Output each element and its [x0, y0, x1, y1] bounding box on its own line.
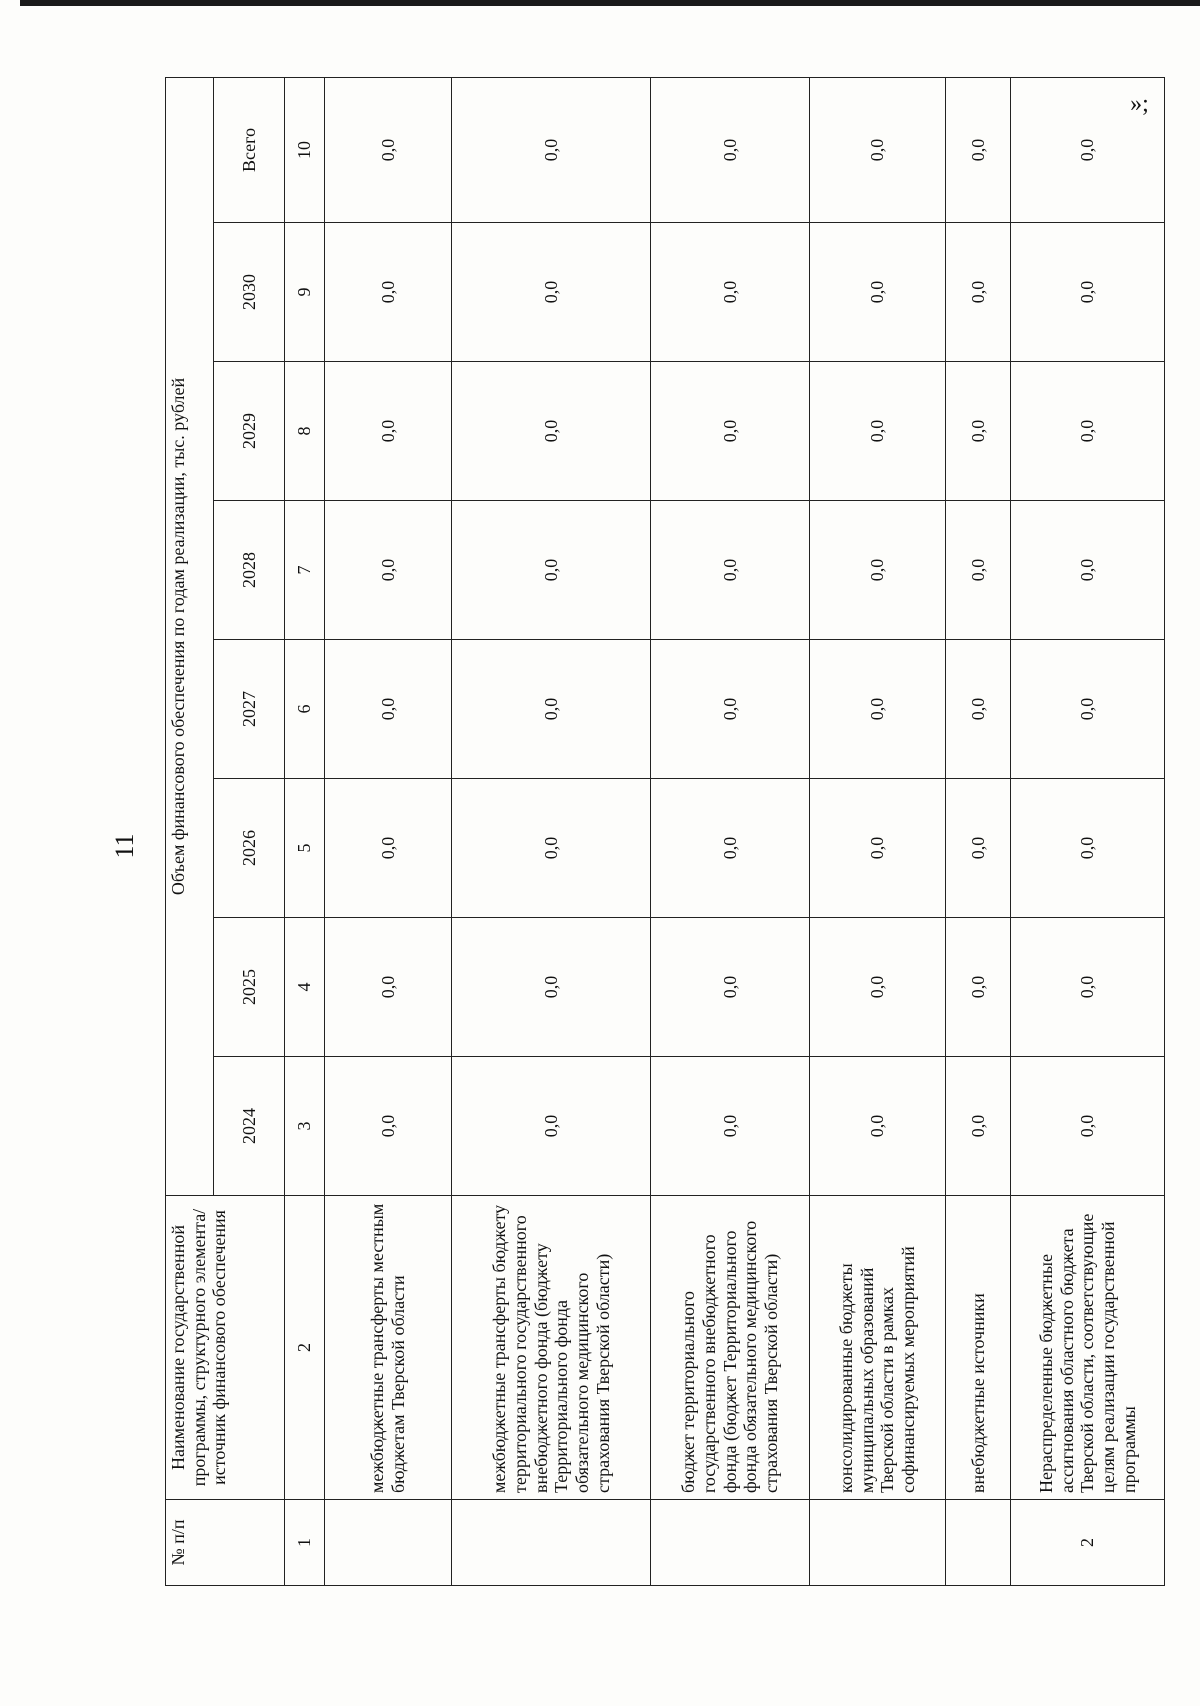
table-row [945, 77, 1010, 1585]
row-value: 0,0 [452, 918, 651, 1057]
header-row-1 [166, 77, 214, 1585]
row-value: 0,0 [324, 1057, 452, 1196]
table-row [452, 77, 651, 1585]
row-value: 0,0 [324, 918, 452, 1057]
column-number: 4 [285, 918, 325, 1057]
row-value: 0,0 [945, 362, 1010, 501]
page-number: 11 [110, 833, 139, 859]
row-value: 0,0 [650, 640, 809, 779]
header-year: 2029 [214, 362, 285, 501]
table-row [1011, 77, 1165, 1585]
header-year: 2026 [214, 779, 285, 918]
header-num: № п/п [166, 1500, 285, 1586]
row-value: 0,0 [809, 223, 945, 362]
row-name: бюджет территориального государственного внебюджетного фонда (бюджет Территориального фонда обязательного медицинского страхования Тверской области) [650, 1196, 809, 1500]
row-name: внебюджетные источники [945, 1196, 1010, 1500]
header-name: Наименование государственной программы, структурного элемента/источник финансового обеспечения [166, 1196, 285, 1500]
row-value: 0,0 [945, 223, 1010, 362]
row-num: 2 [1011, 1500, 1165, 1586]
row-value: 0,0 [945, 640, 1010, 779]
row-value: 0,0 [324, 362, 452, 501]
row-total: 0,0 [1011, 77, 1165, 222]
row-value: 0,0 [650, 918, 809, 1057]
row-value: 0,0 [945, 779, 1010, 918]
row-value: 0,0 [1011, 223, 1165, 362]
column-number: 5 [285, 779, 325, 918]
row-value: 0,0 [452, 362, 651, 501]
row-value: 0,0 [809, 918, 945, 1057]
row-total: 0,0 [809, 77, 945, 222]
row-value: 0,0 [1011, 1057, 1165, 1196]
table-row [809, 77, 945, 1585]
row-name: межбюджетные трансферты бюджету территориального государственного внебюджетного фонда (бюджету Территориального фонда обязательного медицинского страхования Тверской области) [452, 1196, 651, 1500]
column-number: 1 [285, 1500, 325, 1586]
row-value: 0,0 [324, 223, 452, 362]
row-total: 0,0 [945, 77, 1010, 222]
column-number-row [285, 77, 325, 1585]
row-value: 0,0 [650, 362, 809, 501]
column-number: 6 [285, 640, 325, 779]
column-number: 2 [285, 1196, 325, 1500]
row-num [650, 1500, 809, 1586]
row-value: 0,0 [324, 501, 452, 640]
row-value: 0,0 [809, 501, 945, 640]
row-value: 0,0 [1011, 918, 1165, 1057]
row-value: 0,0 [945, 1057, 1010, 1196]
row-value: 0,0 [809, 362, 945, 501]
column-number: 3 [285, 1057, 325, 1196]
financing-table [165, 77, 1165, 1586]
row-value: 0,0 [1011, 779, 1165, 918]
header-year: 2025 [214, 918, 285, 1057]
row-value: 0,0 [650, 1057, 809, 1196]
row-name: Нераспределенные бюджетные ассигнования областного бюджета Тверской области, соответствующие целям реализации государственной программы [1011, 1196, 1165, 1500]
row-value: 0,0 [324, 779, 452, 918]
header-total: Всего [214, 77, 285, 222]
row-value: 0,0 [809, 1057, 945, 1196]
row-value: 0,0 [452, 223, 651, 362]
row-value: 0,0 [650, 779, 809, 918]
table-row [650, 77, 809, 1585]
column-number: 8 [285, 362, 325, 501]
column-number: 7 [285, 501, 325, 640]
row-value: 0,0 [452, 501, 651, 640]
row-name: межбюджетные трансферты местным бюджетам Тверской области [324, 1196, 452, 1500]
row-name: консолидированные бюджеты муниципальных образований Тверской области в рамках софинансируемых мероприятий [809, 1196, 945, 1500]
row-num [945, 1500, 1010, 1586]
header-year: 2024 [214, 1057, 285, 1196]
row-value: 0,0 [1011, 362, 1165, 501]
header-year: 2030 [214, 223, 285, 362]
row-value: 0,0 [650, 501, 809, 640]
header-year: 2028 [214, 501, 285, 640]
row-num [324, 1500, 452, 1586]
row-value: 0,0 [809, 640, 945, 779]
row-value: 0,0 [945, 918, 1010, 1057]
row-value: 0,0 [324, 640, 452, 779]
row-value: 0,0 [452, 640, 651, 779]
table-row [324, 77, 452, 1585]
row-total: 0,0 [324, 77, 452, 222]
closing-quote-mark: »; [1130, 91, 1149, 118]
row-value: 0,0 [1011, 640, 1165, 779]
row-total: 0,0 [650, 77, 809, 222]
column-number: 9 [285, 223, 325, 362]
row-num [452, 1500, 651, 1586]
row-value: 0,0 [1011, 501, 1165, 640]
row-value: 0,0 [945, 501, 1010, 640]
column-number: 10 [285, 77, 325, 222]
row-num [809, 1500, 945, 1586]
row-value: 0,0 [650, 223, 809, 362]
row-value: 0,0 [452, 1057, 651, 1196]
row-total: 0,0 [452, 77, 651, 222]
row-value: 0,0 [452, 779, 651, 918]
header-year: 2027 [214, 640, 285, 779]
header-volume: Объем финансового обеспечения по годам реализации, тыс. рублей [166, 77, 214, 1195]
row-value: 0,0 [809, 779, 945, 918]
